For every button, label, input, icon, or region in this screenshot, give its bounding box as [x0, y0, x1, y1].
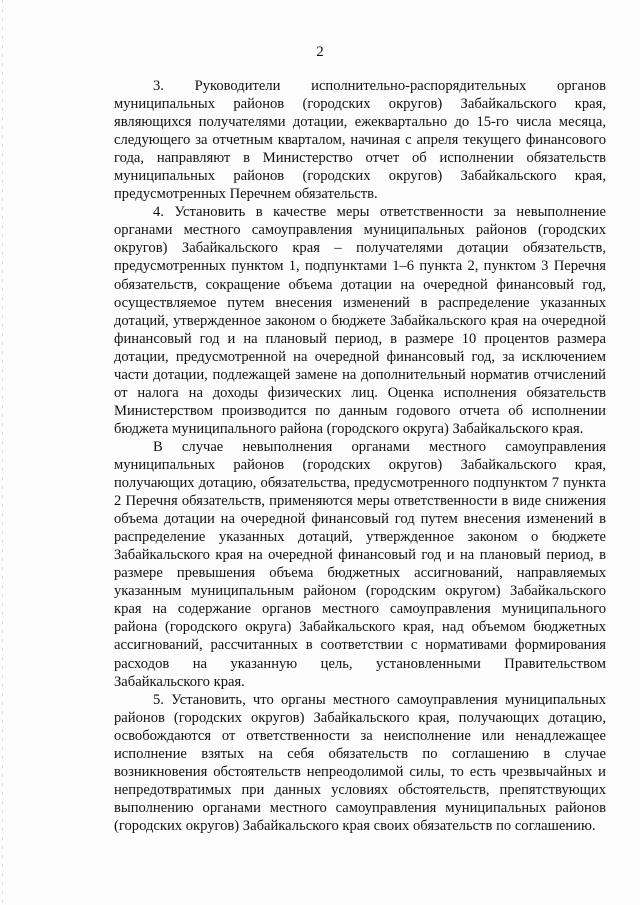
paragraph-item-5: 5. Установить, что органы местного самоуправления муниципальных районов (городских округов) Забайкальского края, получающих дотацию, освобождаются от ответственности за неисполнение или ненадлежащее исполнение взятых на себя обязательств по соглашению в случае возникновения обстоятельств непреодолимой силы, то есть чрезвычайных и непредотвратимых при данных условиях обстоятельств, препятствующих выполнению органами местного самоуправления муниципальных районов (городских округов) Забайкальского края своих обязательств по соглашению. — [114, 691, 606, 834]
page-number: 2 — [316, 44, 324, 60]
scan-edge-artifact — [2, 0, 3, 905]
document-body — [114, 77, 606, 835]
paragraph-item-4-continued: В случае невыполнения органами местного самоуправления муниципальных районов (городских округов) Забайкальского края, получающих дотацию, обязательства, предусмотренного подпунктом 7 пункта 2 Перечня обязательств, применяются меры ответственности в виде снижения объема дотации на очередной финансовый год путем внесения изменений в распределение указанных дотаций, утвержденное законом о бюджете Забайкальского края на очередной финансовый год и на плановый период, в размере превышения объема бюджетных ассигнований, направляемых указанным муниципальным районом (городским округом) Забайкальского края на содержание органов местного самоуправления муниципального района (городского округа) Забайкальского края, над объемом бюджетных ассигнований, рассчитанных в соответствии с нормативами формирования расходов на указанную цель, установленными Правительством Забайкальского края. — [114, 438, 606, 690]
paragraph-item-4: 4. Установить в качестве меры ответственности за невыполнение органами местного самоуправления муниципальных районов (городских округов) Забайкальского края – получателями дотации обязательств, предусмотренных пунктом 1, подпунктами 1–6 пункта 2, пунктом 3 Перечня обязательств, сокращение объема дотации на очередной финансовый год, осуществляемое путем внесения изменений в распределение указанных дотаций, утвержденное законом о бюджете Забайкальского края на очередной финансовый год и на плановый период, в размере 10 процентов размера дотации, предусмотренной на очередной финансовый год, за исключением части дотации, подлежащей замене на дополнительный норматив отчислений от налога на доходы физических лиц. Оценка исполнения обязательств Министерством производится по данным годового отчета об исполнении бюджета муниципального района (городского округа) Забайкальского края. — [114, 204, 606, 437]
paragraph-item-3: 3. Руководители исполнительно-распорядительных органов муниципальных районов (городских округов) Забайкальского края, являющихся получателями дотации, ежеквартально до 15-го числа месяца, следующего за отчетным кварталом, начиная с апреля текущего финансового года, направляют в Министерство отчет об исполнении обязательств муниципальных районов (городских округов) Забайкальского края, предусмотренных Перечнем обязательств. — [114, 78, 606, 203]
